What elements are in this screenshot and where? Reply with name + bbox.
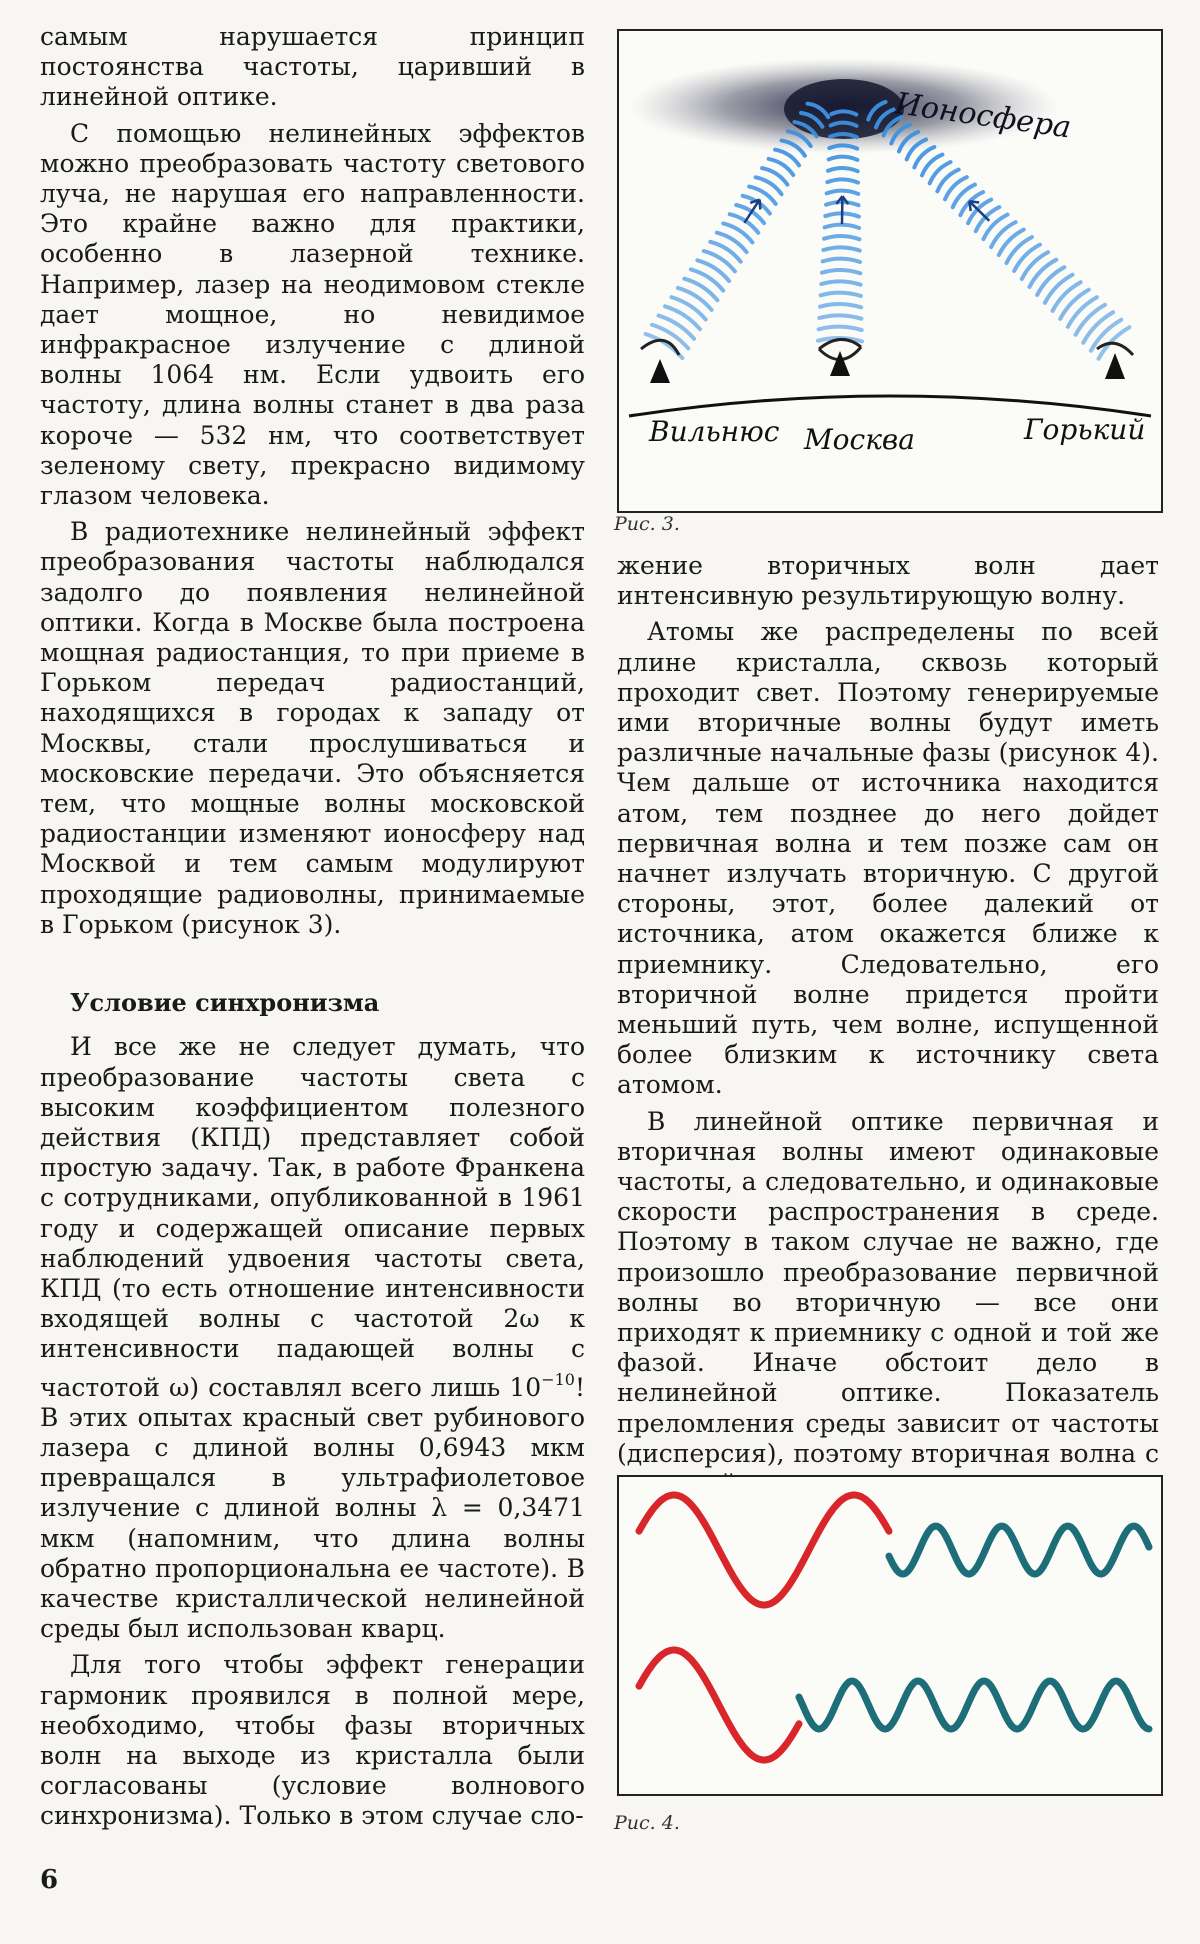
- left-text-column: [40, 22, 585, 1832]
- figure-3-caption: Рис. 3.: [614, 513, 680, 535]
- radio-wave-arc: [821, 281, 860, 284]
- antenna-moscow: [819, 339, 861, 376]
- paragraph: В линейной оптике первичная и вторичная волны имеют одинаковые частоты, а следовательно, и одинаковые скорости распространения в среде. Поэтому в таком случае не важно, где произошло преобразование первичной волны во вторичную — все они приходят к приемнику с одной и той же фазой. Иначе обстоит дело в нелинейной оптике. Показатель преломления среды зависит от частоты (дисперсия), поэтому вторичная волна с: [617, 1106, 1159, 1468]
- paragraph: [40, 1032, 585, 1644]
- beam-arrow-icon: [744, 200, 760, 223]
- radio-wave-arc: [945, 177, 967, 199]
- radio-wave-arc: [823, 259, 860, 262]
- radio-wave-arc: [930, 162, 951, 183]
- paragraph-part: И все же не следует думать, что преобразование частоты света с высоким коэффициентом полезного действия (КПД) представляет собой простую задачу. Так, в работе Франкена с сотрудниками, опубликованной в 1961 году и содержащей описание первых наблюдений удвоения частоты света, КПД (то есть отношение интенсивности входящей волны с частотой 2ω к интенсивности падающей волны с частотой ω) составлял всего лишь 10: [40, 1032, 585, 1402]
- radio-wave-arc: [829, 157, 858, 160]
- secondary-wave-bottom: [799, 1681, 1149, 1729]
- secondary-wave-top: [889, 1526, 1149, 1574]
- ionosphere-diagram: [619, 31, 1161, 511]
- beam-arrow-icon: [836, 196, 848, 224]
- paragraph: Атомы же распределены по всей длине кристалла, сквозь который проходит свет. Поэтому генерируемые ими вторичные волны будут иметь различные начальные фазы (рисунок 4). Чем дальше от источника находится атом, тем позднее до него дойдет первичная волна и тем позже сам он начнет излучать вторичную. С другой стороны, этот, более далекий от источника, атом окажется ближе к приемнику. Следовательно, его вторичной волне придется пройти меньший путь, чем волне, испущенной более близким к источнику света атомом.: [617, 617, 1159, 1100]
- figure-4-caption: Рис. 4.: [614, 1812, 680, 1834]
- radio-wave-arc: [820, 304, 861, 307]
- radio-wave-arc: [710, 242, 740, 262]
- section-heading: Условие синхронизма: [70, 988, 380, 1018]
- paragraph: С помощью нелинейных эффектов можно преобразовать частоту светового луча, не нарушая его направленности. Это крайне важно для практики, особенно в лазерной технике. Например, лазер на неодимовом стекле дает мощное, но невидимое инфракрасное излучение с длиной волны 1064 нм. Если удвоить его частоту, длина волны станет в два раза короче — 532 нм, что соответствует зеленому свету, прекрасно видимому глазом человека.: [40, 118, 585, 511]
- radio-wave-arc: [824, 236, 859, 239]
- exponent: −10: [541, 1369, 575, 1389]
- waves-diagram: [619, 1477, 1161, 1794]
- antenna-gorky: [1097, 343, 1133, 379]
- radio-wave-arc: [827, 179, 858, 182]
- radio-wave-arc: [828, 168, 858, 171]
- radio-wave-arc: [822, 270, 860, 273]
- paragraph: жение вторичных волн дает интенсивную результирующую волну.: [617, 551, 1159, 611]
- city-label: Москва: [804, 423, 915, 456]
- radio-wave-arc: [922, 155, 942, 176]
- radio-wave-arc: [704, 251, 735, 271]
- paragraph-part: ! В этих опытах красный свет рубинового лазера с длиной волны 0,6943 мкм превращался в ультрафиолетовое излучение с длиной волны λ = 0,3471 мкм (напомним, что длина волны обратно пропорциональна ее частоте). В качестве кристаллической нелинейной среды был использован кварц.: [40, 1372, 585, 1644]
- radio-wave-arc: [819, 327, 862, 330]
- radio-wave-arc: [730, 214, 758, 233]
- radio-wave-arc: [717, 233, 747, 252]
- city-label: Горький: [1024, 413, 1146, 446]
- primary-wave-top: [639, 1495, 889, 1605]
- paragraph: самым нарушается принцип постоянства частоты, царивший в линейной оптике.: [40, 22, 585, 112]
- page-number: 6: [40, 1865, 59, 1895]
- paragraph: Для того чтобы эффект генерации гармоник проявился в полной мере, необходимо, чтобы фазы вторичных волн на выходе из кристалла были согласованы (условие волнового синхронизма). Только в этом случае сло-: [40, 1650, 585, 1831]
- city-label: Вильнюс: [649, 415, 780, 448]
- radio-wave-arc: [819, 315, 861, 318]
- paragraph: В радиотехнике нелинейный эффект преобразования частоты наблюдался задолго до появления нелинейной оптики. Когда в Москве была построена мощная радиостанция, то при приеме в Горьком передач радиостанций, находящихся в городах к западу от Москвы, стали прослушиваться и московские передачи. Это объясняется тем, что мощные волны московской радиостанции изменяют ионосферу над Москвой и тем самым модулируют проходящие радиоволны, принимаемые в Горьком (рисунок 3).: [40, 517, 585, 939]
- radio-wave-arc: [825, 225, 859, 228]
- radio-wave-arc: [827, 191, 859, 194]
- radio-wave-arc: [823, 247, 859, 250]
- antenna-vilnius: [641, 340, 679, 383]
- radio-wave-arc: [937, 170, 958, 192]
- right-text-column: [617, 551, 1159, 1499]
- figure-3: [617, 29, 1163, 513]
- figure-4: [617, 1475, 1163, 1796]
- radio-wave-arc: [821, 293, 861, 296]
- ionosphere-label: Ионосфера: [892, 86, 1074, 146]
- radio-wave-arc: [723, 223, 752, 242]
- primary-wave-bottom: [639, 1650, 799, 1760]
